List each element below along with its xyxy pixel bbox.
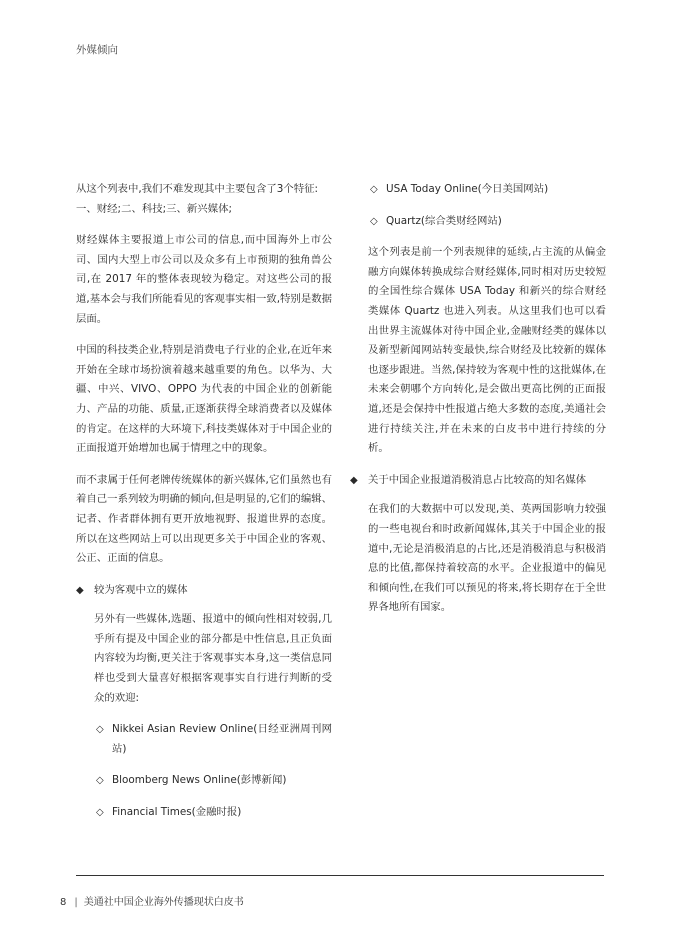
- media-name: Quartz(综合类财经网站): [386, 214, 502, 227]
- neutral-media-paragraph: 另外有一些媒体,选题、报道中的倾向性相对较弱,几乎所有提及中国企业的部分都是中性信息,且正负面内容较为均衡,更关注于客观事实本身,这一类信息同样也受到大量喜好根据客观事实自行进行判断的受众的欢迎:: [94, 613, 332, 704]
- media-name: Financial Times(金融时报): [112, 806, 242, 819]
- neutral-media-heading: [76, 581, 332, 601]
- left-column: [76, 180, 332, 835]
- tech-paragraph: 中国的科技类企业,特别是消费电子行业的企业,在近年来开始在全球市场扮演着越来越重要的角色。以华为、大疆、中兴、VIVO、OPPO 为代表的中国企业的创新能力、产品的功能、质量,正逐渐获得全球消费者以及媒体的肯定。在这样的大环境下,科技类媒体对于中国企业的正面报道开始增加也属于情理之中的现象。: [76, 344, 332, 455]
- running-header: 外媒倾向: [76, 44, 118, 56]
- trend-paragraph: 这个列表是前一个列表规律的延续,占主流的从偏金融方向媒体转换成综合财经媒体,同时相对历史较短的全国性综合媒体 USA Today 和新兴的综合财经类媒体 Quartz 也进入列表。从这里我们也可以看出世界主流媒体对待中国企业,金融财经类的媒体以及新型新闻网站转变最快,综合财经及比较新的媒体也逐步跟进。当然,保持较为客观中性的这批媒体,在未来会朝哪个方向转化,是会做出更高比例的正面报道,还是会保持中性报道占绝大多数的态度,美通社会进行持续关注,并在未来的白皮书中进行持续的分析。: [368, 246, 606, 455]
- list-item: [76, 771, 332, 791]
- outline-diamond-icon: ◇: [370, 215, 378, 227]
- list-item: [350, 212, 606, 232]
- page-footer: [60, 893, 244, 908]
- media-name: Nikkei Asian Review Online(日经亚洲周刊网站): [112, 723, 332, 755]
- outline-diamond-icon: ◇: [96, 724, 104, 736]
- outline-diamond-icon: ◇: [96, 807, 104, 819]
- new-media-paragraph: 而不隶属于任何老牌传统媒体的新兴媒体,它们虽然也有着自己一系列较为明确的倾向,但是明显的,它们的编辑、记者、作者群体拥有更开放地视野、报道世界的态度。所以在这些网站上可以出现更多关于中国企业的客观、公正、正面的信息。: [76, 473, 332, 565]
- media-name: Bloomberg News Online(彭博新闻): [112, 774, 287, 787]
- filled-diamond-icon: ◆: [76, 584, 84, 596]
- negative-media-heading: [350, 471, 606, 491]
- outline-diamond-icon: ◇: [96, 775, 104, 787]
- outline-diamond-icon: ◇: [370, 184, 378, 195]
- list-item: [350, 180, 606, 200]
- negative-media-paragraph: 在我们的大数据中可以发现,美、英两国影响力较强的一些电视台和时政新闻媒体,其关于中国企业的报道中,无论是消极消息的占比,还是消极消息与积极消息的比值,都保持着较高的水平。企业报道中的偏见和倾向性,在我们可以预见的将来,将长期存在于全世界各地所有国家。: [368, 503, 606, 614]
- document-title: 美通社中国企业海外传播现状白皮书: [83, 897, 244, 908]
- footer-separator: |: [74, 897, 78, 908]
- finance-paragraph: 财经媒体主要报道上市公司的信息,而中国海外上市公司、国内大型上市公司以及众多有上市预期的独角兽公司,在 2017 年的整体表现较为稳定。对这些公司的报道,基本会与我们所能看见的客观事实相一致,特别是数据层面。: [76, 234, 332, 325]
- intro-paragraph: [76, 180, 332, 219]
- list-item: [76, 803, 332, 823]
- intro-line-1: 从这个列表中,我们不难发现其中主要包含了3个特征:: [76, 183, 319, 195]
- intro-line-2: 一、财经;二、科技;三、新兴媒体;: [76, 202, 232, 215]
- media-name: USA Today Online(今日美国网站): [386, 183, 549, 195]
- list-item: [76, 720, 332, 759]
- negative-media-heading-text: 关于中国企业报道消极消息占比较高的知名媒体: [368, 473, 587, 486]
- footer-divider: [76, 875, 604, 876]
- neutral-media-heading-text: 较为客观中立的媒体: [94, 583, 188, 596]
- page-number: 8: [60, 897, 67, 908]
- filled-diamond-icon: ◆: [350, 474, 358, 486]
- right-column: [350, 180, 606, 630]
